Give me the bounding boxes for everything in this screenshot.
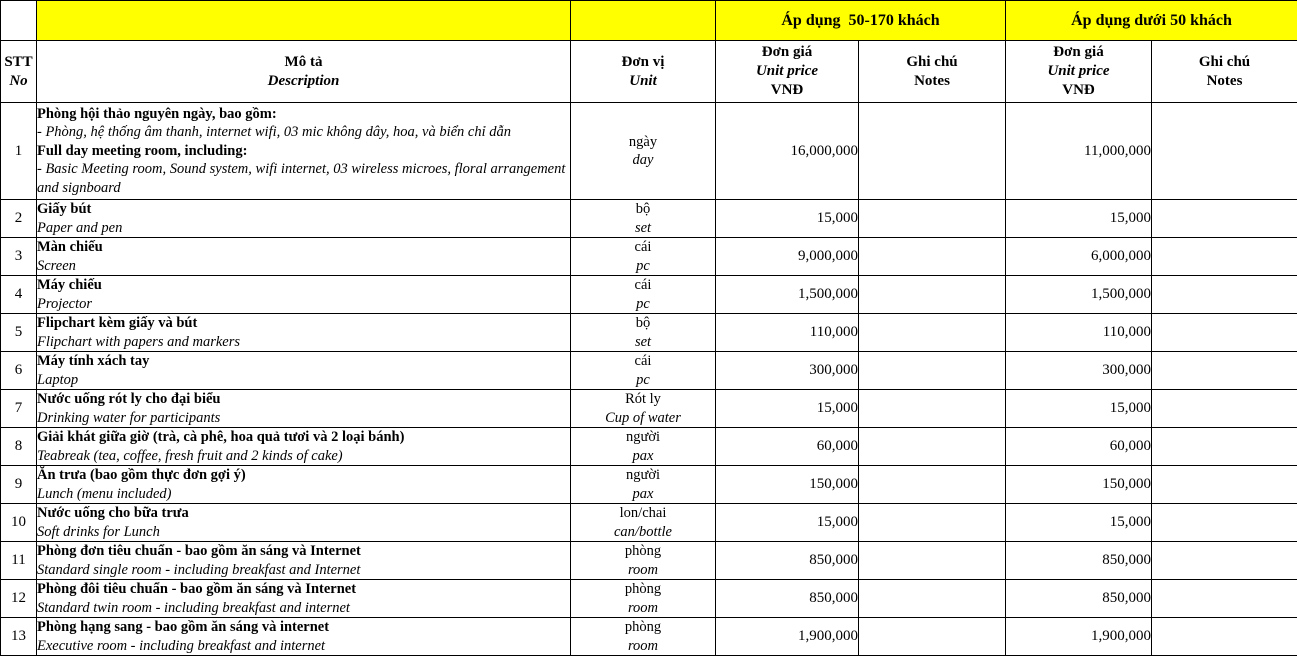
description-line: - Phòng, hệ thống âm thanh, internet wifi, 03 mic không dây, hoa, và biển chỉ dẫn	[37, 124, 512, 141]
col-header-description	[37, 41, 571, 103]
col-header-description-vi: Mô tả	[284, 53, 323, 70]
col-header-unit-price-2	[1006, 41, 1152, 103]
description-cell	[37, 428, 571, 466]
band-stt-cell	[1, 1, 37, 41]
row-number-cell: 2	[1, 200, 37, 238]
description-line: Nước uống rót ly cho đại biểu	[37, 391, 221, 407]
description-line: Phòng đơn tiêu chuẩn - bao gồm ăn sáng và Internet	[37, 543, 361, 559]
unit-en: day	[632, 152, 654, 168]
unit-price-under-50-cell: 850,000	[1006, 542, 1152, 580]
description-line: Màn chiếu	[37, 239, 103, 255]
notes-under-50-cell	[1152, 314, 1297, 352]
table-row	[1, 542, 1297, 580]
row-number-cell: 6	[1, 352, 37, 390]
col-header-unit-price-1-currency: VNĐ	[770, 82, 804, 98]
unit-price-50-170-cell: 15,000	[716, 504, 859, 542]
description-cell	[37, 103, 571, 200]
description-line: Ăn trưa (bao gồm thực đơn gợi ý)	[37, 467, 246, 483]
unit-price-under-50-cell: 15,000	[1006, 504, 1152, 542]
description-cell	[37, 580, 571, 618]
group-header-under-50	[1006, 1, 1297, 41]
unit-cell	[571, 466, 716, 504]
unit-vi: người	[625, 429, 661, 445]
notes-under-50-cell	[1152, 428, 1297, 466]
table-row	[1, 103, 1297, 200]
unit-en: room	[627, 599, 659, 616]
unit-vi: cái	[634, 277, 652, 293]
unit-cell	[571, 428, 716, 466]
unit-en: pc	[636, 371, 650, 388]
column-header-row	[1, 41, 1297, 103]
unit-cell	[571, 504, 716, 542]
unit-vi: người	[625, 467, 661, 483]
notes-50-170-cell	[859, 200, 1006, 238]
notes-50-170-cell	[859, 580, 1006, 618]
unit-vi: cái	[634, 239, 652, 255]
description-cell	[37, 618, 571, 656]
notes-under-50-cell	[1152, 238, 1297, 276]
unit-en: set	[634, 333, 652, 350]
notes-50-170-cell	[859, 314, 1006, 352]
unit-cell	[571, 352, 716, 390]
row-number-cell: 10	[1, 504, 37, 542]
description-line: Lunch (menu included)	[37, 485, 172, 502]
col-header-notes-1	[859, 41, 1006, 103]
unit-price-50-170-cell: 1,900,000	[716, 618, 859, 656]
row-number-cell: 3	[1, 238, 37, 276]
description-cell	[37, 352, 571, 390]
table-row	[1, 428, 1297, 466]
table-row	[1, 200, 1297, 238]
table-row	[1, 276, 1297, 314]
col-header-unit-price-1-vi: Đơn giá	[761, 44, 813, 60]
col-header-unit-price-2-vi: Đơn giá	[1053, 44, 1104, 60]
unit-price-50-170-cell: 9,000,000	[716, 238, 859, 276]
unit-vi: phòng	[624, 543, 662, 559]
unit-vi: bộ	[635, 201, 651, 217]
group-header-under-50-label: Áp dụng dưới 50 khách	[1071, 11, 1232, 29]
unit-en: set	[634, 219, 652, 236]
unit-en: Cup of water	[605, 409, 681, 426]
unit-price-50-170-cell: 16,000,000	[716, 103, 859, 200]
row-number-cell: 8	[1, 428, 37, 466]
unit-price-50-170-cell: 15,000	[716, 390, 859, 428]
description-line: Full day meeting room, including:	[37, 142, 248, 159]
description-line: Phòng hội thảo nguyên ngày, bao gồm:	[37, 105, 277, 122]
notes-under-50-cell	[1152, 200, 1297, 238]
notes-50-170-cell	[859, 238, 1006, 276]
notes-50-170-cell	[859, 618, 1006, 656]
description-line: Máy tính xách tay	[37, 353, 150, 369]
unit-price-under-50-cell: 150,000	[1006, 466, 1152, 504]
table-row	[1, 238, 1297, 276]
col-header-stt-en: No	[9, 72, 28, 89]
unit-en: pc	[636, 295, 650, 312]
notes-50-170-cell	[859, 466, 1006, 504]
unit-price-50-170-cell: 850,000	[716, 580, 859, 618]
unit-price-50-170-cell: 300,000	[716, 352, 859, 390]
description-line: Projector	[37, 295, 93, 312]
unit-cell	[571, 200, 716, 238]
unit-en: room	[627, 637, 659, 654]
unit-vi: Rót ly	[625, 391, 661, 407]
row-number-cell: 1	[1, 103, 37, 200]
col-header-unit-price-2-en: Unit price	[1047, 63, 1110, 79]
unit-vi: phòng	[624, 581, 662, 597]
group-header-50-170	[716, 1, 1006, 41]
unit-price-under-50-cell: 15,000	[1006, 390, 1152, 428]
description-line: Nước uống cho bữa trưa	[37, 505, 189, 521]
col-header-unit	[571, 41, 716, 103]
unit-price-under-50-cell: 6,000,000	[1006, 238, 1152, 276]
notes-under-50-cell	[1152, 580, 1297, 618]
notes-under-50-cell	[1152, 352, 1297, 390]
description-line: Phòng đôi tiêu chuẩn - bao gồm ăn sáng và Internet	[37, 581, 357, 597]
description-line: Máy chiếu	[37, 277, 102, 293]
col-header-unit-price-2-currency: VNĐ	[1062, 82, 1095, 98]
notes-50-170-cell	[859, 504, 1006, 542]
unit-cell	[571, 238, 716, 276]
unit-en: pc	[636, 257, 650, 274]
notes-under-50-cell	[1152, 466, 1297, 504]
row-number-cell: 4	[1, 276, 37, 314]
unit-price-under-50-cell: 300,000	[1006, 352, 1152, 390]
notes-under-50-cell	[1152, 542, 1297, 580]
notes-50-170-cell	[859, 428, 1006, 466]
row-number-cell: 13	[1, 618, 37, 656]
description-line: Executive room - including breakfast and internet	[37, 637, 326, 654]
description-line: Laptop	[37, 371, 79, 388]
row-number-cell: 5	[1, 314, 37, 352]
notes-under-50-cell	[1152, 618, 1297, 656]
unit-cell	[571, 580, 716, 618]
header-band-row	[1, 1, 1297, 41]
notes-50-170-cell	[859, 276, 1006, 314]
unit-price-under-50-cell: 60,000	[1006, 428, 1152, 466]
band-unit-cell	[571, 1, 716, 41]
row-number-cell: 12	[1, 580, 37, 618]
description-cell	[37, 390, 571, 428]
unit-vi: lon/chai	[619, 505, 667, 521]
unit-price-50-170-cell: 850,000	[716, 542, 859, 580]
table-row	[1, 618, 1297, 656]
unit-price-50-170-cell: 60,000	[716, 428, 859, 466]
unit-vi: phòng	[624, 619, 662, 635]
col-header-stt	[1, 41, 37, 103]
col-header-unit-price-1-en: Unit price	[755, 63, 819, 79]
notes-under-50-cell	[1152, 504, 1297, 542]
unit-price-50-170-cell: 150,000	[716, 466, 859, 504]
col-header-notes-2-vi: Ghi chú	[1198, 53, 1251, 70]
col-header-notes-1-vi: Ghi chú	[906, 53, 958, 70]
unit-en: can/bottle	[614, 523, 672, 540]
unit-price-50-170-cell: 15,000	[716, 200, 859, 238]
unit-price-50-170-cell: 1,500,000	[716, 276, 859, 314]
unit-price-under-50-cell: 110,000	[1006, 314, 1152, 352]
unit-cell	[571, 542, 716, 580]
description-cell	[37, 238, 571, 276]
unit-en: pax	[632, 485, 654, 502]
unit-price-under-50-cell: 1,900,000	[1006, 618, 1152, 656]
unit-price-under-50-cell: 850,000	[1006, 580, 1152, 618]
unit-cell	[571, 314, 716, 352]
description-line: Soft drinks for Lunch	[37, 523, 160, 540]
description-cell	[37, 466, 571, 504]
row-number-cell: 7	[1, 390, 37, 428]
description-line: Screen	[37, 257, 76, 274]
unit-price-50-170-cell: 110,000	[716, 314, 859, 352]
unit-cell	[571, 276, 716, 314]
unit-price-under-50-cell: 15,000	[1006, 200, 1152, 238]
table-row	[1, 390, 1297, 428]
description-line: Teabreak (tea, coffee, fresh fruit and 2 kinds of cake)	[37, 447, 343, 464]
description-cell	[37, 504, 571, 542]
notes-50-170-cell	[859, 542, 1006, 580]
col-header-unit-vi: Đơn vị	[621, 53, 665, 70]
unit-vi: cái	[634, 353, 652, 369]
notes-50-170-cell	[859, 352, 1006, 390]
col-header-notes-2	[1152, 41, 1297, 103]
description-line: Paper and pen	[37, 219, 123, 236]
description-line: Giấy bút	[37, 201, 92, 217]
col-header-notes-2-en: Notes	[1206, 72, 1243, 89]
unit-cell	[571, 390, 716, 428]
unit-vi: ngày	[628, 133, 658, 150]
col-header-description-en: Description	[267, 72, 340, 89]
table-row	[1, 504, 1297, 542]
unit-en: room	[627, 561, 659, 578]
col-header-stt-vi: STT	[4, 53, 33, 70]
notes-50-170-cell	[859, 390, 1006, 428]
group-header-50-170-label: Áp dụng 50-170 khách	[781, 11, 940, 29]
col-header-unit-en: Unit	[629, 72, 657, 89]
unit-en: pax	[632, 447, 654, 464]
col-header-notes-1-en: Notes	[914, 72, 950, 89]
description-line: Giải khát giữa giờ (trà, cà phê, hoa quả tươi và 2 loại bánh)	[37, 429, 405, 445]
unit-price-under-50-cell: 1,500,000	[1006, 276, 1152, 314]
description-line: Standard twin room - including breakfast and internet	[37, 599, 350, 616]
description-cell	[37, 314, 571, 352]
table-row	[1, 352, 1297, 390]
description-cell	[37, 542, 571, 580]
notes-under-50-cell	[1152, 390, 1297, 428]
unit-cell	[571, 103, 716, 200]
description-line: Drinking water for participants	[37, 409, 221, 426]
notes-50-170-cell	[859, 103, 1006, 200]
row-number-cell: 11	[1, 542, 37, 580]
description-cell	[37, 200, 571, 238]
description-line: Standard single room - including breakfast and Internet	[37, 561, 361, 578]
band-description-cell	[37, 1, 571, 41]
table-row	[1, 314, 1297, 352]
table-row	[1, 466, 1297, 504]
unit-vi: bộ	[635, 315, 651, 331]
col-header-unit-price-1	[716, 41, 859, 103]
description-line: Flipchart with papers and markers	[37, 333, 240, 350]
description-line: Flipchart kèm giấy và bút	[37, 315, 198, 331]
notes-under-50-cell	[1152, 276, 1297, 314]
description-cell	[37, 276, 571, 314]
table-row	[1, 580, 1297, 618]
description-line: - Basic Meeting room, Sound system, wifi internet, 03 wireless microes, floral arrangement and signboard	[37, 161, 566, 196]
unit-price-under-50-cell: 11,000,000	[1006, 103, 1152, 200]
notes-under-50-cell	[1152, 103, 1297, 200]
row-number-cell: 9	[1, 466, 37, 504]
unit-cell	[571, 618, 716, 656]
description-line: Phòng hạng sang - bao gồm ăn sáng và internet	[37, 619, 330, 635]
